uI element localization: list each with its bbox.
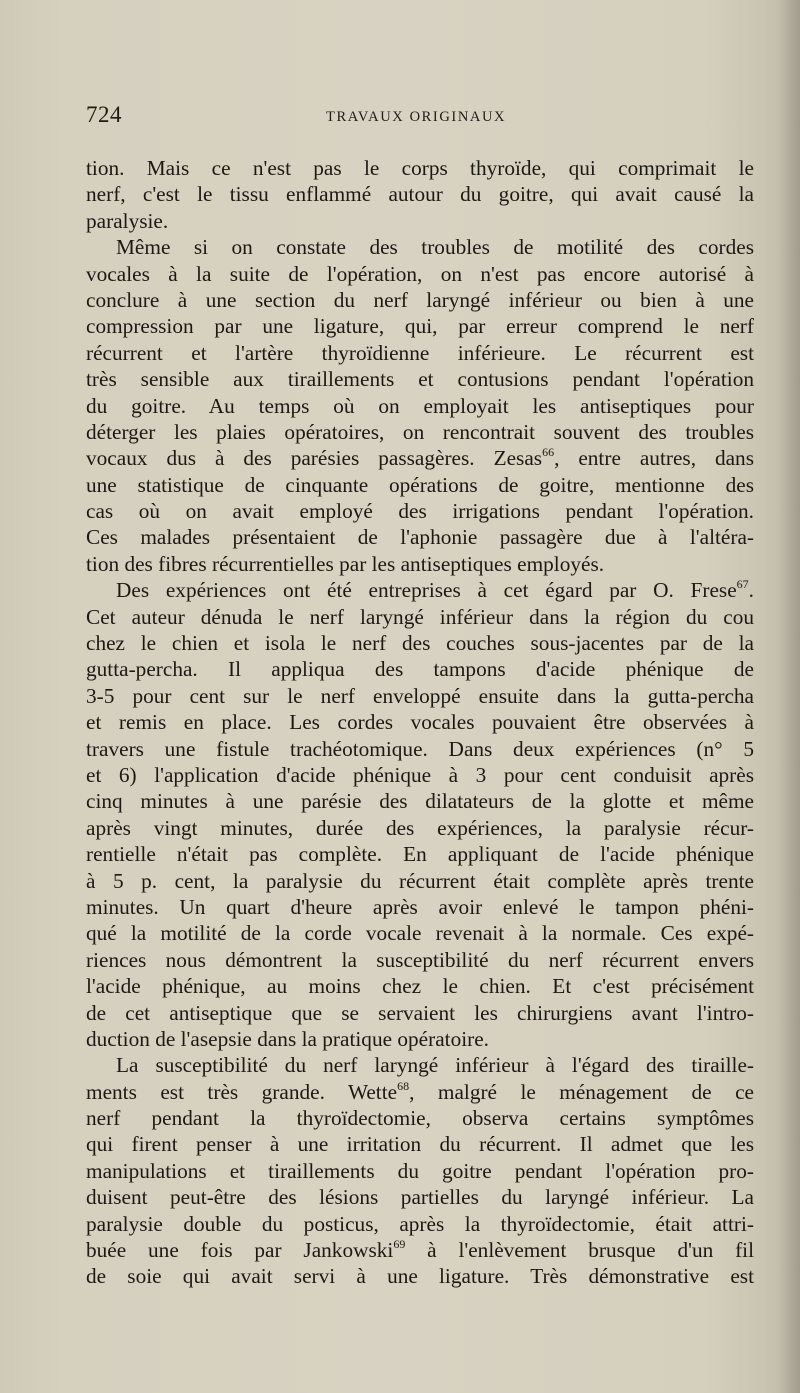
text-segment: vocaux dus à des parésies passagères. Zesas: [86, 446, 543, 471]
text-segment: , entre autres, dans: [554, 446, 754, 471]
footnote-reference: 67: [736, 577, 749, 592]
text-line: [86, 498, 754, 524]
text-segment: La susceptibilité du nerf laryngé inférieur à l'égard des tiraille-: [116, 1053, 754, 1078]
text-line: [86, 1079, 754, 1105]
text-segment: et 6) l'application d'acide phénique à 3 pour cent conduisit après: [86, 762, 754, 787]
text-segment: rentielle n'était pas complète. En appliquant de l'acide phénique: [86, 842, 754, 867]
text-line: [86, 1263, 754, 1289]
footnote-reference: 69: [393, 1237, 406, 1252]
text-line: [86, 630, 754, 656]
text-segment: ments est très grande. Wette: [86, 1079, 398, 1104]
text-line: [86, 551, 754, 577]
text-segment: , malgré le ménagement de ce: [409, 1079, 754, 1104]
text-line: [86, 947, 754, 973]
text-segment: nerf pendant la thyroïdectomie, observa certains symptômes: [86, 1106, 754, 1131]
text-line: [86, 1131, 754, 1157]
text-segment: Cet auteur dénuda le nerf laryngé inférieur dans la région du cou: [86, 604, 754, 629]
text-line: [86, 155, 754, 181]
text-line: [86, 1211, 754, 1237]
text-segment: duisent peut-être des lésions partielles du laryngé inférieur. La: [86, 1185, 754, 1210]
text-line: [86, 208, 754, 234]
text-segment: buée une fois par Jankowski: [86, 1238, 394, 1263]
text-segment: du goitre. Au temps où on employait les antiseptiques pour: [86, 393, 754, 418]
page-header: [86, 102, 756, 134]
text-segment: récurrent et l'artère thyroïdienne inférieure. Le récurrent est: [86, 340, 754, 365]
text-segment: qui firent penser à une irritation du récurrent. Il admet que les: [86, 1132, 754, 1157]
text-segment: chez le chien et isola le nerf des couches sous-jacentes par de la: [86, 631, 754, 656]
text-segment: paralysie.: [86, 208, 169, 233]
text-segment: Même si on constate des troubles de motilité des cordes: [116, 235, 754, 260]
text-line: [86, 973, 754, 999]
text-line: [86, 366, 754, 392]
text-line: [86, 313, 754, 339]
text-line: [86, 683, 754, 709]
text-line: [86, 1026, 754, 1052]
text-segment: duction de l'asepsie dans la pratique opératoire.: [86, 1026, 490, 1051]
text-line: [86, 1158, 754, 1184]
text-segment: manipulations et tiraillements du goitre pendant l'opération pro-: [86, 1158, 754, 1183]
text-line: [86, 1184, 754, 1210]
text-line: [86, 472, 754, 498]
text-segment: de soie qui avait servi à une ligature. Très démonstrative est: [86, 1264, 754, 1289]
text-segment: une statistique de cinquante opérations de goitre, mentionne des: [86, 472, 754, 497]
text-segment: paralysie double du posticus, après la thyroïdectomie, était attri-: [86, 1211, 754, 1236]
text-line: [86, 1105, 754, 1131]
text-segment: et remis en place. Les cordes vocales pouvaient être observées à: [86, 710, 754, 735]
text-line: [86, 736, 754, 762]
page-number: 724: [86, 102, 122, 127]
text-segment: après vingt minutes, durée des expériences, la paralysie récur-: [86, 815, 754, 840]
text-line: [86, 234, 754, 260]
text-segment: à 5 p. cent, la paralysie du récurrent était complète après trente: [86, 868, 754, 893]
text-segment: .: [748, 578, 754, 603]
text-line: [86, 393, 754, 419]
text-segment: à l'enlèvement brusque d'un fil: [405, 1238, 754, 1263]
text-segment: très sensible aux tiraillements et contusions pendant l'opération: [86, 367, 754, 392]
page-edge-shadow: [778, 0, 800, 1393]
text-line: [86, 419, 754, 445]
text-segment: tion des fibres récurrentielles par les antiseptiques employés.: [86, 551, 605, 576]
text-line: [86, 920, 754, 946]
text-line: [86, 788, 754, 814]
text-segment: qué la motilité de la corde vocale revenait à la normale. Ces expé-: [86, 921, 754, 946]
text-segment: déterger les plaies opératoires, on rencontrait souvent des troubles: [86, 419, 754, 444]
text-line: [86, 841, 754, 867]
text-line: [86, 181, 754, 207]
text-segment: cinq minutes à une parésie des dilatateurs de la glotte et même: [86, 789, 754, 814]
text-line: [86, 1000, 754, 1026]
text-segment: cas où on avait employé des irrigations pendant l'opération.: [86, 499, 754, 524]
text-segment: vocales à la suite de l'opération, on n'est pas encore autorisé à: [86, 261, 754, 286]
text-line: [86, 762, 754, 788]
text-segment: gutta-percha. Il appliqua des tampons d'acide phénique de: [86, 657, 754, 682]
text-line: [86, 894, 754, 920]
text-line: [86, 577, 754, 603]
text-line: [86, 340, 754, 366]
text-segment: riences nous démontrent la susceptibilité du nerf récurrent envers: [86, 947, 754, 972]
running-title: TRAVAUX ORIGINAUX: [326, 109, 507, 125]
text-segment: travers une fistule trachéotomique. Dans deux expériences (n° 5: [86, 736, 754, 761]
text-line: [86, 287, 754, 313]
text-line: [86, 1052, 754, 1078]
text-segment: Des expériences ont été entreprises à cet égard par O. Frese: [116, 578, 737, 603]
text-line: [86, 524, 754, 550]
text-segment: minutes. Un quart d'heure après avoir enlevé le tampon phéni-: [86, 894, 754, 919]
text-line: [86, 261, 754, 287]
text-segment: tion. Mais ce n'est pas le corps thyroïde, qui comprimait le: [86, 156, 754, 180]
text-segment: 3-5 pour cent sur le nerf enveloppé ensuite dans la gutta-percha: [86, 683, 754, 708]
text-segment: de cet antiseptique que se servaient les chirurgiens avant l'intro-: [86, 1000, 754, 1025]
text-segment: nerf, c'est le tissu enflammé autour du goitre, qui avait causé la: [86, 182, 754, 207]
text-segment: conclure à une section du nerf laryngé inférieur ou bien à une: [86, 287, 754, 312]
text-segment: l'acide phénique, au moins chez le chien. Et c'est précisément: [86, 974, 754, 999]
text-line: [86, 445, 754, 471]
footnote-reference: 68: [397, 1078, 410, 1093]
text-line: [86, 709, 754, 735]
text-segment: compression par une ligature, qui, par erreur comprend le nerf: [86, 314, 754, 339]
body-text: [86, 155, 754, 1290]
text-line: [86, 604, 754, 630]
text-line: [86, 868, 754, 894]
text-line: [86, 1237, 754, 1263]
footnote-reference: 66: [542, 445, 555, 460]
text-line: [86, 656, 754, 682]
text-segment: Ces malades présentaient de l'aphonie passagère due à l'altéra-: [86, 525, 754, 550]
text-line: [86, 815, 754, 841]
